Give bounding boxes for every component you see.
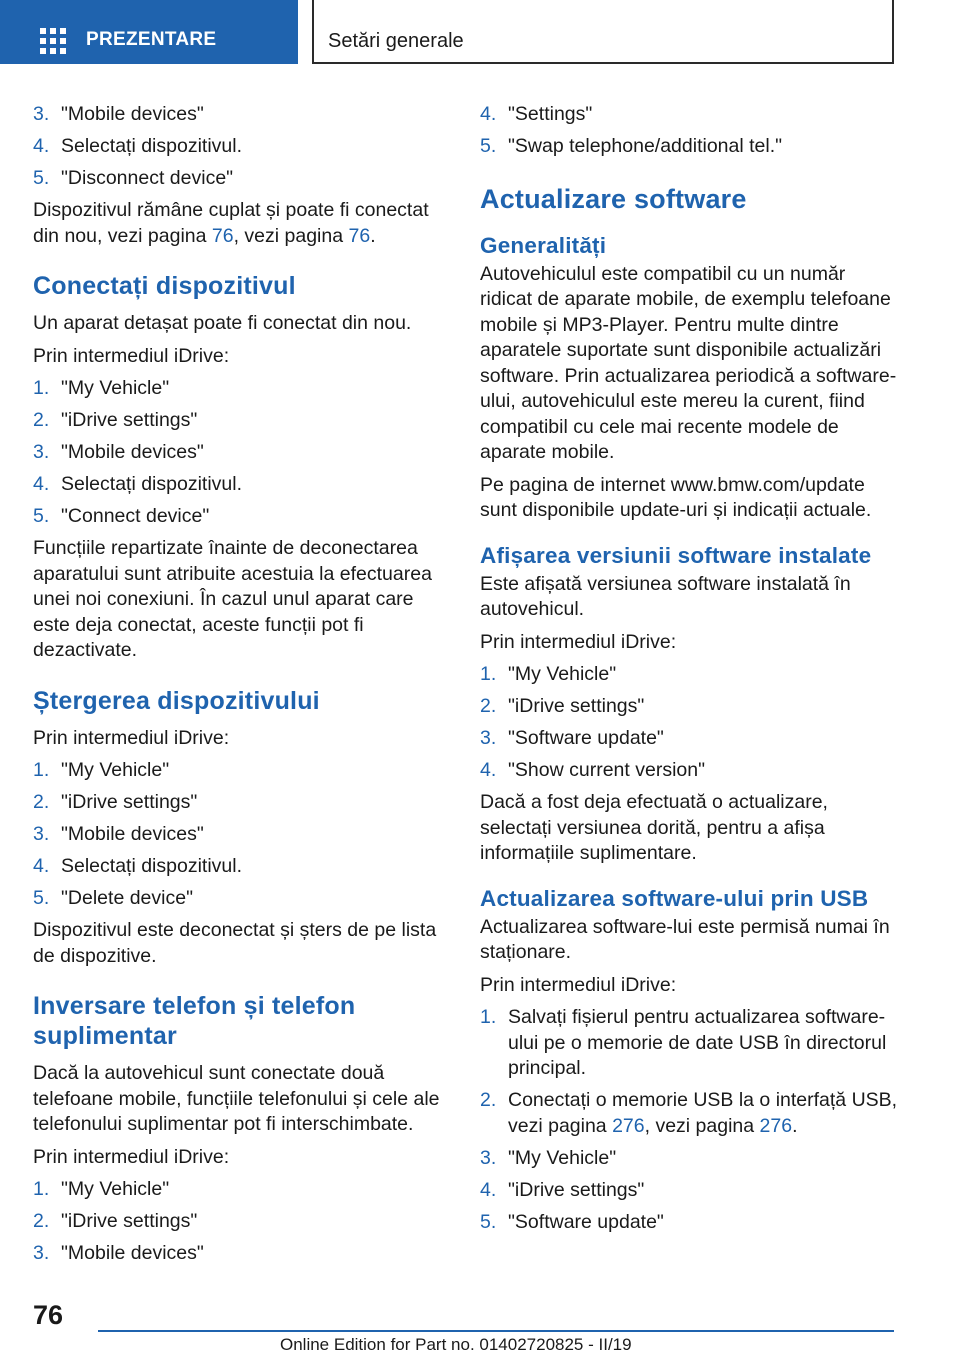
paragraph: Dacă a fost deja efectuată o actualizare, selectați versiunea dorită, pentru a afișa informațiile suplimentare. (480, 791, 828, 864)
paragraph: Dispozitivul este deconectat și șters de pe lista de dispozitive. (33, 919, 437, 967)
page-link[interactable]: 276 (612, 1114, 645, 1137)
list-item (33, 758, 453, 784)
step-number: 3. (480, 727, 497, 749)
paragraph: Este afișată versiunea software instalată în autovehicul. (480, 572, 851, 620)
step-number: 3. (33, 1242, 50, 1264)
step-text: "My Vehicle" (61, 759, 170, 781)
steps-list (33, 1177, 453, 1267)
steps-list (33, 102, 453, 192)
list-item (33, 790, 453, 816)
step-number: 4. (33, 473, 50, 495)
section-heading: Actualizare software (480, 183, 747, 214)
steps-list (33, 758, 453, 912)
step-number: 3. (480, 1146, 497, 1169)
paragraph: Prin intermediul iDrive: (480, 630, 677, 653)
step-text: Conectați o memorie USB la o interfață USB, vezi pagina 276, vezi pagina 276. (508, 1089, 898, 1137)
step-text: "Delete device" (61, 887, 193, 909)
list-item (33, 472, 453, 498)
step-text: Selectați dispozitivul. (61, 855, 243, 877)
list-item (33, 408, 453, 434)
steps-list (480, 102, 900, 160)
section-heading: Conectați dispozitivul (33, 272, 296, 300)
list-item (480, 1210, 900, 1236)
section-heading: Ștergerea dispozitivului (33, 686, 320, 715)
step-text: "My Vehicle" (508, 663, 617, 685)
paragraph: Prin intermediul iDrive: (33, 726, 230, 749)
step-number: 2. (33, 791, 50, 813)
subsection-heading: Generalități (480, 232, 607, 258)
step-number: 1. (480, 663, 497, 685)
list-item (480, 1178, 900, 1204)
step-number: 5. (480, 1210, 497, 1233)
step-text: "iDrive settings" (61, 1210, 198, 1232)
list-item (33, 822, 453, 848)
step-number: 1. (480, 1006, 497, 1028)
section-tab (0, 0, 298, 64)
paragraph: Funcțiile repartizate înainte de deconectarea aparatului sunt atribuite acestuia la efectuarea unei noi conexiuni. În cazul unul aparat care este deja conectat, aceste funcții pot fi dezactivate. (33, 537, 432, 661)
step-number: 5. (33, 505, 50, 527)
list-item (480, 102, 900, 128)
left-column (33, 102, 453, 1273)
subsection-heading: Actualizarea software-ului prin USB (480, 885, 869, 911)
step-text: "Mobile devices" (61, 1242, 204, 1264)
list-item (33, 504, 453, 530)
list-item (480, 1088, 900, 1139)
step-text: "Settings" (508, 103, 593, 125)
step-text: Selectați dispozitivul. (61, 135, 243, 157)
step-text: "Mobile devices" (61, 103, 204, 125)
step-text: "Software update" (508, 1210, 664, 1233)
list-item (33, 376, 453, 402)
section-label: PREZENTARE (86, 29, 217, 50)
paragraph: Prin intermediul iDrive: (33, 1145, 230, 1168)
step-number: 5. (33, 167, 50, 189)
step-number: 4. (480, 103, 497, 125)
list-item (33, 102, 453, 128)
step-text: "Connect device" (61, 505, 210, 527)
step-number: 5. (480, 135, 497, 157)
section-heading: Inversare telefon și telefon suplimentar (33, 992, 356, 1050)
list-item (33, 440, 453, 466)
step-text: "My Vehicle" (61, 377, 170, 399)
step-number: 4. (480, 1178, 497, 1201)
step-text: "Disconnect device" (61, 167, 234, 189)
list-item (33, 1241, 453, 1267)
paragraph: Actualizarea software-lui este permisă numai în staționare. (480, 915, 890, 963)
list-item (480, 726, 900, 752)
step-text: "Mobile devices" (61, 441, 204, 463)
subsection-heading: Afișarea versiunii software instalate (480, 542, 872, 568)
grid-icon (40, 28, 66, 54)
step-number: 4. (33, 855, 50, 877)
step-text: "Mobile devices" (61, 823, 204, 845)
paragraph: Un aparat detașat poate fi conectat din nou. (33, 312, 412, 334)
step-text: "My Vehicle" (61, 1178, 170, 1200)
paragraph: Dacă la autovehicul sunt conectate două telefoane mobile, funcțiile telefonului și cele ale telefonului suplimentar pot fi interschimbate. (33, 1062, 440, 1135)
chapter-header (312, 0, 894, 64)
page-link[interactable]: 76 (211, 224, 234, 247)
list-item (480, 662, 900, 688)
step-text: "iDrive settings" (61, 791, 198, 813)
step-number: 3. (33, 103, 50, 125)
step-number: 1. (33, 1178, 50, 1200)
list-item (480, 694, 900, 720)
chapter-title: Setări generale (328, 30, 464, 52)
page-number: 76 (33, 1300, 64, 1330)
step-number: 2. (33, 409, 50, 431)
page-link[interactable]: 276 (759, 1114, 793, 1137)
list-item (33, 166, 453, 192)
step-number: 1. (33, 377, 50, 399)
step-text: "iDrive settings" (508, 1178, 645, 1201)
footer-divider (98, 1330, 894, 1332)
list-item (33, 134, 453, 160)
step-number: 5. (33, 887, 50, 909)
page-link[interactable]: 76 (348, 224, 371, 247)
steps-list (480, 1005, 900, 1139)
list-item (480, 134, 900, 160)
list-item (33, 854, 453, 880)
paragraph: Prin intermediul iDrive: (480, 973, 677, 996)
list-item (480, 758, 900, 784)
step-number: 2. (33, 1210, 50, 1232)
step-number: 1. (33, 759, 50, 781)
list-item (33, 1209, 453, 1235)
list-item (33, 886, 453, 912)
step-number: 4. (33, 135, 50, 157)
step-text: "iDrive settings" (508, 695, 645, 717)
paragraph: Prin intermediul iDrive: (33, 344, 230, 367)
paragraph: Pe pagina de internet www.bmw.com/update sunt disponibile update-uri și indicații actuale. (480, 473, 872, 521)
step-text: "Show current version" (508, 759, 706, 781)
list-item (480, 1005, 900, 1082)
paragraph: Dispozitivul rămâne cuplat și poate fi conectat din nou, vezi pagina 76, vezi pagina 76. (33, 199, 429, 247)
step-number: 3. (33, 823, 50, 845)
paragraph: Autovehiculul este compatibil cu un număr ridicat de aparate mobile, de exemplu telefoane mobile și MP3-Player. Pentru multe dintre aparatele suportate sunt disponibile actualizări software. Prin actualizarea periodică a software-ului, autovehiculul este mereu la curent, fiind compatibil cu cele mai recente modele de aparate mobile. (480, 262, 897, 463)
steps-list (480, 1146, 900, 1236)
step-number: 2. (480, 695, 497, 717)
list-item (33, 1177, 453, 1203)
step-text: "Swap telephone/additional tel." (508, 135, 783, 157)
steps-list (33, 376, 453, 530)
step-number: 3. (33, 441, 50, 463)
right-column (480, 102, 900, 1242)
steps-list (480, 662, 900, 784)
step-text: Salvați fișierul pentru actualizarea software-ului pe o memorie de date USB în directorul principal. (508, 1006, 887, 1079)
step-text: "Software update" (508, 727, 664, 749)
step-text: "iDrive settings" (61, 409, 198, 431)
step-number: 4. (480, 759, 497, 781)
step-text: "My Vehicle" (508, 1146, 617, 1169)
edition-note: Online Edition for Part no. 01402720825 - II/19 (280, 1335, 632, 1354)
list-item (480, 1146, 900, 1172)
step-number: 2. (480, 1089, 497, 1111)
step-text: Selectați dispozitivul. (61, 473, 243, 495)
